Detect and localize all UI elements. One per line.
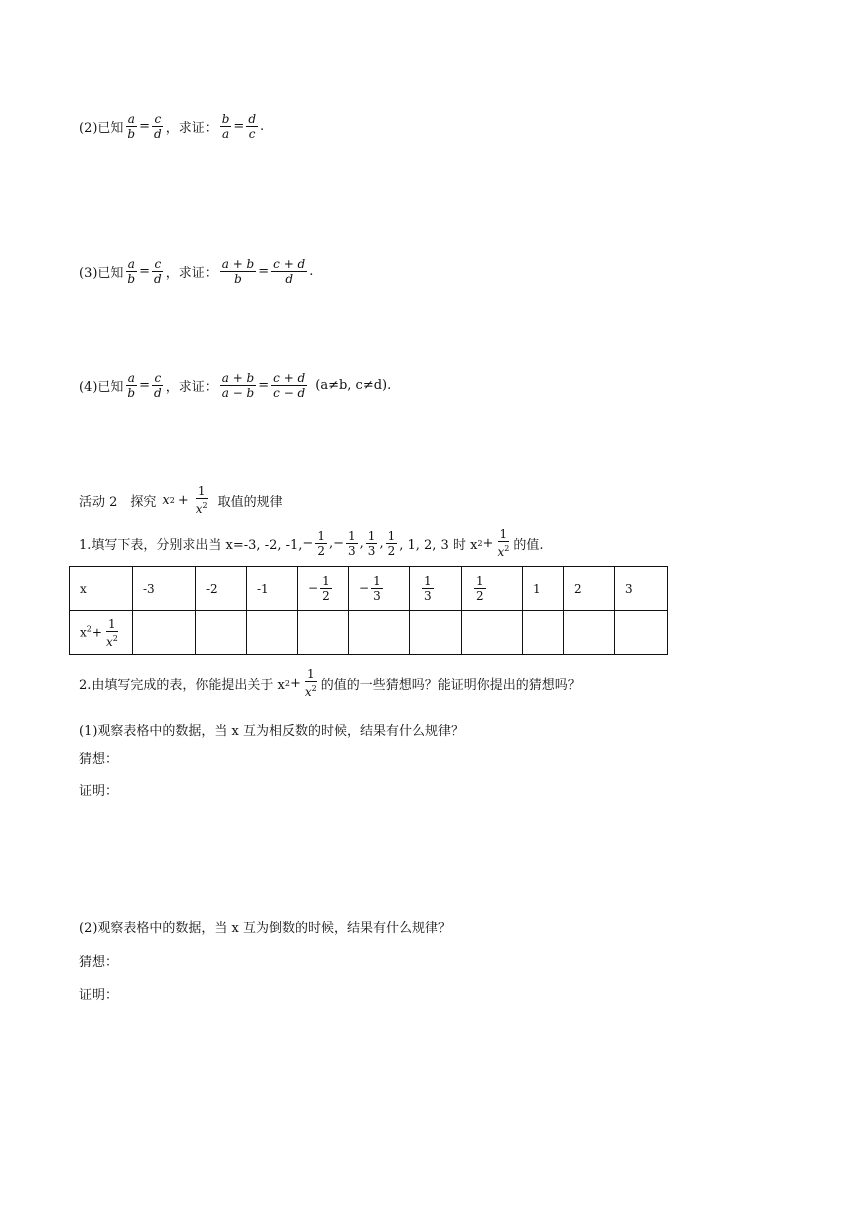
plus-sign: + [177, 492, 189, 508]
step-1-text: 1.填写下表，分别求出当 x=-3, -2, -1, − $\frac{1}{2}$ , − $\frac{1}{3}$ , $\frac{1}{3}$ , $\frac{1}{2}$ , 1, 2, 3 时 x 2 + $\frac{1}{x^2}$ 的值. [79, 527, 544, 559]
q2-prove-label: ，求证： [165, 121, 218, 136]
q3-prove-label: ，求证： [165, 266, 218, 281]
fraction-one-half: $\frac{1}{2}$ [387, 528, 396, 558]
fraction-one-third: $\frac{1}{3}$ [348, 528, 356, 558]
values-table [69, 566, 668, 655]
guess-label-1: 猜想： [79, 752, 119, 767]
proof-label-1: 证明： [79, 784, 119, 799]
table-cell: 3 [615, 567, 668, 611]
fraction-c-plus-d-over-d: $\frac{c + d}{d}$ [273, 257, 306, 286]
table-row [70, 567, 668, 611]
table-cell: -1 [247, 567, 298, 611]
fraction-a-plus-b-over-b: $\frac{a + b}{b}$ [221, 257, 255, 286]
fraction-c-over-d: $\frac{c}{d}$ [154, 112, 162, 141]
step-1-text-c: 的值. [513, 537, 544, 553]
fraction-one-half: $\frac{1}{2}$ [317, 528, 325, 558]
table-cell: $\frac{1}{3}$ [410, 567, 462, 611]
step-1-text-b: , 1, 2, 3 时 x [399, 537, 478, 553]
activity-2-tail: 取值的规律 [217, 494, 283, 510]
q3-end: . [309, 264, 314, 279]
table-cell[interactable] [196, 611, 247, 655]
guess-label-2: 猜想： [79, 955, 119, 970]
q3-lead: (3)已知 [79, 266, 124, 281]
table-cell: -2 [196, 567, 247, 611]
table-cell: $\frac{1}{2}$ [462, 567, 523, 611]
table-cell[interactable] [564, 611, 615, 655]
step-2-text: 2.由填写完成的表，你能提出关于 x 2 + $\frac{1}{x^2}$ 的值的一些猜想吗？能证明你提出的猜想吗？ [79, 667, 581, 699]
q2-end: . [260, 119, 265, 134]
table-cell: − $\frac{1}{2}$ [298, 567, 349, 611]
step-1-text-a: 1.填写下表，分别求出当 x=-3, -2, -1, [79, 537, 303, 553]
question-4: (4)已知 $\frac{a}{b}$ = $\frac{c}{d}$ ，求证： $\frac{a + b}{a - b}$ = $\frac{c + d}{c - d}$ (a≠b, c≠d). [79, 371, 392, 400]
question-2: (2)已知 $\frac{a}{b}$ = $\frac{c}{d}$ ，求证： $\frac{b}{a}$ = $\frac{d}{c}$ . [79, 112, 265, 141]
table-cell[interactable] [133, 611, 196, 655]
q4-condition: (a≠b, c≠d). [315, 378, 392, 393]
table-cell: -3 [133, 567, 196, 611]
activity-2-lead: 活动 2 探究 [79, 494, 157, 510]
fraction-one-over-x-squared: $\frac{1}{x^2}$ [195, 484, 208, 516]
table-cell[interactable] [523, 611, 564, 655]
sub-question-1: (1)观察表格中的数据，当 x 互为相反数的时候，结果有什么规律？ [79, 724, 465, 739]
fraction-one-third: $\frac{1}{3}$ [367, 528, 376, 558]
var-x: x [162, 492, 170, 508]
table-row2-label: $x^2+$ $\frac{1}{x^2}$ [70, 611, 133, 655]
table-cell[interactable] [410, 611, 462, 655]
table-cell: 2 [564, 567, 615, 611]
fraction-sum-over-diff-ab: $\frac{a + b}{a - b}$ [221, 371, 255, 400]
q4-prove-label: ，求证： [165, 380, 218, 395]
fraction-one-over-x-squared: $\frac{1}{x^2}$ [497, 527, 510, 559]
fraction-c-over-d: $\frac{c}{d}$ [154, 257, 162, 286]
table-row [70, 611, 668, 655]
table-cell[interactable] [247, 611, 298, 655]
table-cell[interactable] [349, 611, 410, 655]
proof-label-2: 证明： [79, 988, 119, 1003]
sub-question-2: (2)观察表格中的数据，当 x 互为倒数的时候，结果有什么规律？ [79, 921, 452, 936]
fraction-one-over-x-squared: $\frac{1}{x^2}$ [304, 667, 317, 699]
fraction-d-over-c: $\frac{d}{c}$ [248, 112, 256, 141]
step-2-text-a: 2.由填写完成的表，你能提出关于 x [79, 677, 285, 693]
fraction-c-over-d: $\frac{c}{d}$ [154, 371, 162, 400]
q2-lead: (2)已知 [79, 121, 124, 136]
table-cell[interactable] [615, 611, 668, 655]
fraction-a-over-b: $\frac{a}{b}$ [127, 257, 136, 286]
table-cell[interactable] [462, 611, 523, 655]
fraction-b-over-a: $\frac{b}{a}$ [221, 112, 230, 141]
question-3: (3)已知 $\frac{a}{b}$ = $\frac{c}{d}$ ，求证： $\frac{a + b}{b}$ = $\frac{c + d}{d}$ . [79, 257, 314, 286]
q4-lead: (4)已知 [79, 380, 124, 395]
table-cell: − $\frac{1}{3}$ [349, 567, 410, 611]
fraction-a-over-b: $\frac{a}{b}$ [127, 112, 136, 141]
table-cell[interactable] [298, 611, 349, 655]
activity-2-heading: 活动 2 探究 x 2 + $\frac{1}{x^2}$ 取值的规律 [79, 484, 283, 516]
step-2-text-b: 的值的一些猜想吗？能证明你提出的猜想吗？ [320, 677, 581, 693]
table-header-x: x [70, 567, 133, 611]
fraction-sum-over-diff-cd: $\frac{c + d}{c - d}$ [273, 371, 306, 400]
fraction-a-over-b: $\frac{a}{b}$ [127, 371, 136, 400]
table-cell: 1 [523, 567, 564, 611]
